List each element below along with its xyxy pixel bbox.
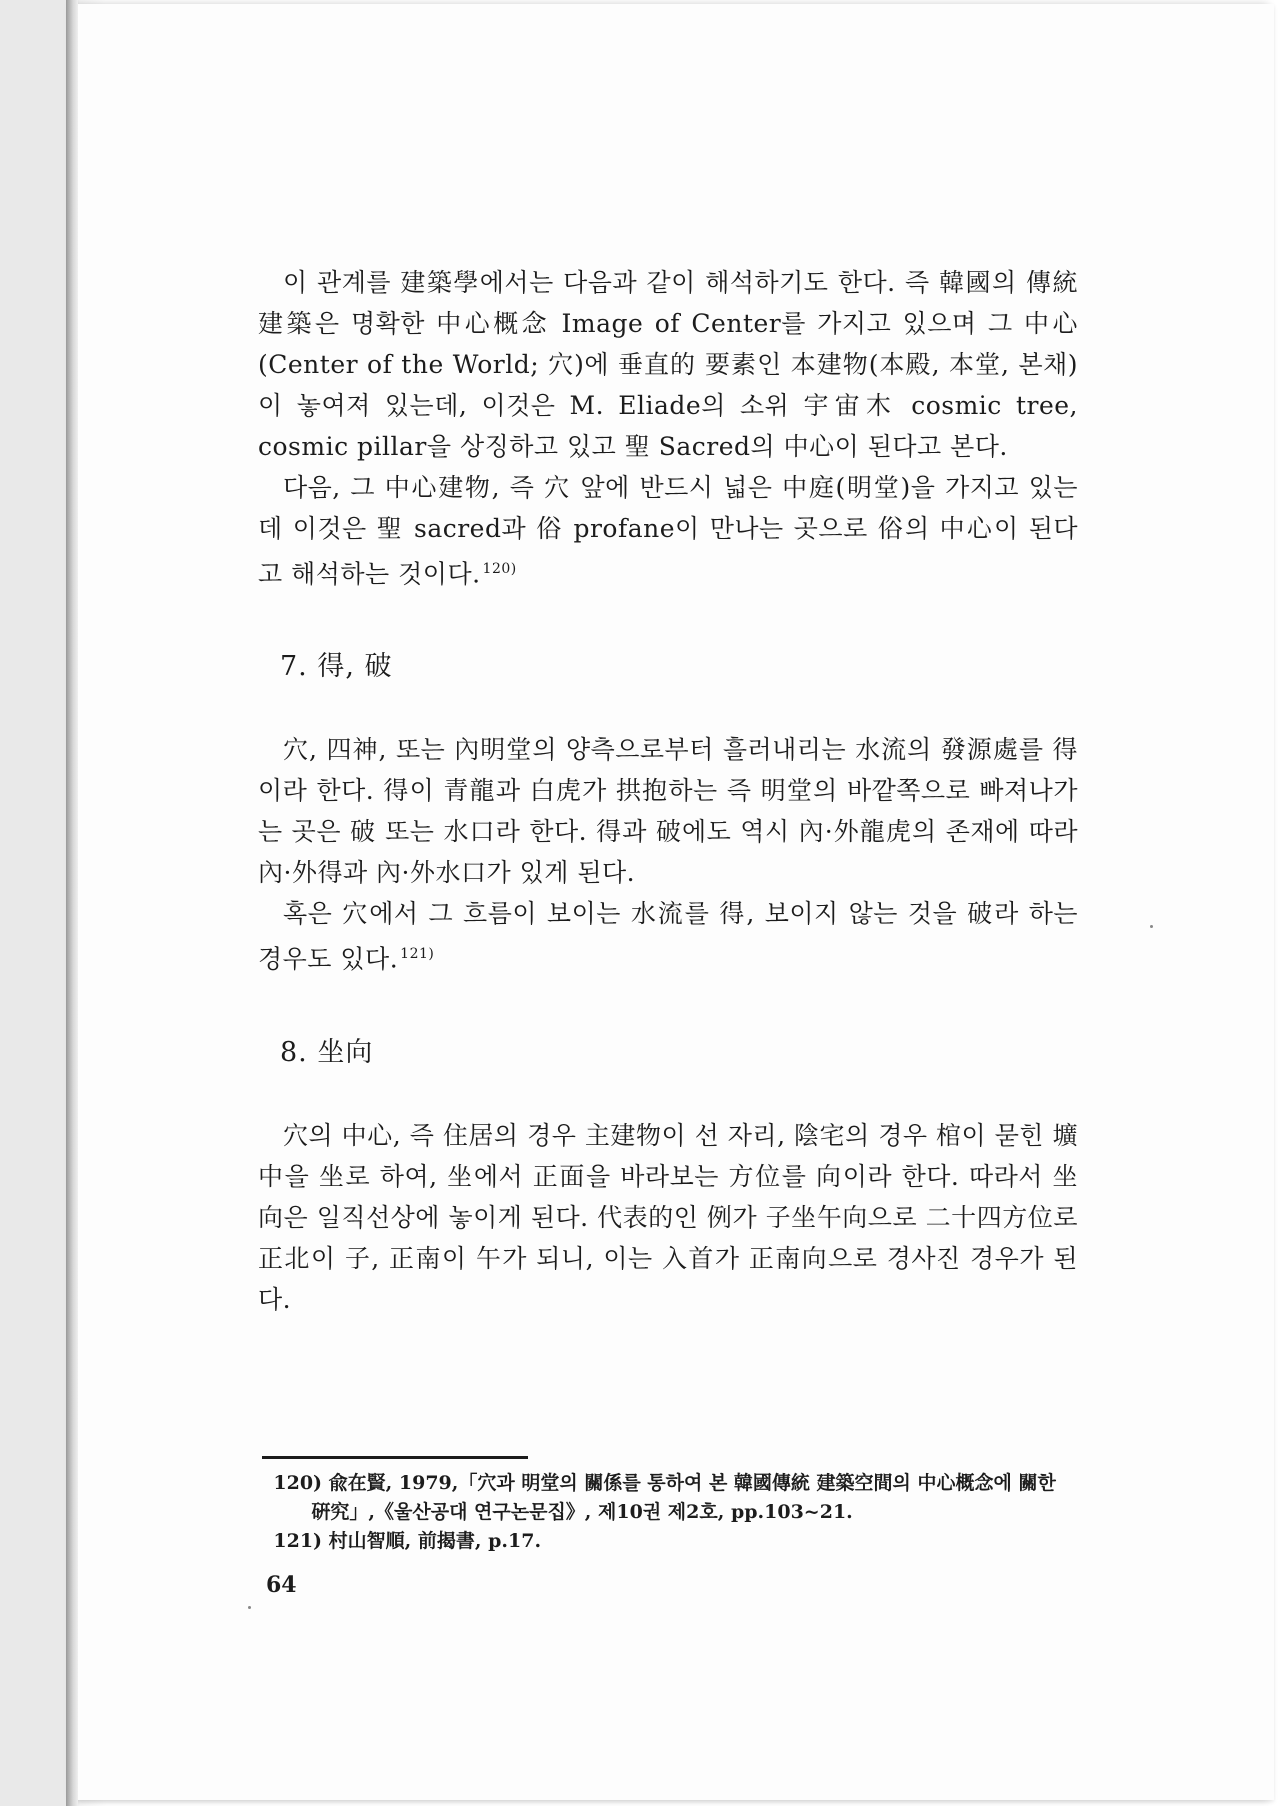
footnote: 121) 村山智順, 前揭書, p.17. xyxy=(273,1530,542,1552)
paragraph-text: 穴의 中心, 즉 住居의 경우 主建物이 선 자리, 陰宅의 경우 棺이 묻힌 壙中을 坐로 하여, 坐에서 正面을 바라보는 方位를 向이라 한다. 따라서 坐向은 일직선상에 놓이게 된다. 代表的인 例가 子坐午向으로 二十四方位로 正北이 子, 正南이 午가 되니, 이는 入首가 正南向으로 경사진 경우가 된다. xyxy=(258,1120,1078,1314)
footnotes xyxy=(262,1456,1078,1556)
scan-speck xyxy=(1150,925,1153,928)
paragraph-text: 혹은 穴에서 그 흐름이 보이는 水流를 得, 보이지 않는 것을 破라 하는 경우도 있다. xyxy=(258,899,1078,974)
paragraph xyxy=(258,262,1078,467)
footnote-reference: 120) xyxy=(482,561,517,577)
footnote-reference: 121) xyxy=(400,946,435,963)
paragraph xyxy=(258,1115,1078,1320)
paragraph xyxy=(258,467,1078,594)
footnote-divider xyxy=(262,1456,528,1459)
book-binding-edge xyxy=(66,0,78,1806)
footnote: 120) 兪在賢, 1979,「穴과 明堂의 關係를 통하여 본 韓國傳統 建築空間의 中心概念에 關한 硏究」,《울산공대 연구논문집》, 제10권 제2호, pp.103~21. xyxy=(273,1472,1056,1523)
section-heading: 7. 得, 破 xyxy=(280,651,393,683)
paragraph-text: 다음, 그 中心建物, 즉 穴 앞에 반드시 넓은 中庭(明堂)을 가지고 있는데 이것은 聖 sacred과 俗 profane이 만나는 곳으로 俗의 中心이 된다고 해석하는 것이다. xyxy=(258,473,1078,589)
page-number: 64 xyxy=(266,1572,297,1598)
paragraph-text: 穴, 四神, 또는 內明堂의 양측으로부터 흘러내리는 水流의 發源處를 得이라 한다. 得이 青龍과 白虎가 拱抱하는 즉 明堂의 바깥쪽으로 빠져나가는 곳은 破 또는 水口라 한다. 得과 破에도 역시 內·外龍虎의 존재에 따라 內·外得과 內·外水口가 있게 된다. xyxy=(258,735,1078,888)
paragraph xyxy=(258,729,1078,893)
page-body xyxy=(258,262,1078,1320)
paragraph xyxy=(258,893,1078,979)
scan-speck xyxy=(248,1606,251,1609)
section-heading: 8. 坐向 xyxy=(280,1036,374,1068)
paragraph-text: 이 관계를 建築學에서는 다음과 같이 해석하기도 한다. 즉 韓國의 傳統建築은 명확한 中心概念 Image of Center를 가지고 있으며 그 中心 (Center of the World; 穴)에 垂直的 要素인 本建物(本殿, 本堂, 본채)이 놓여져 있는데, 이것은 M. Eliade의 소위 宇宙木 cosmic tree, cosmic pillar을 상징하고 있고 聖 Sacred의 中心이 된다고 본다. xyxy=(258,268,1078,461)
